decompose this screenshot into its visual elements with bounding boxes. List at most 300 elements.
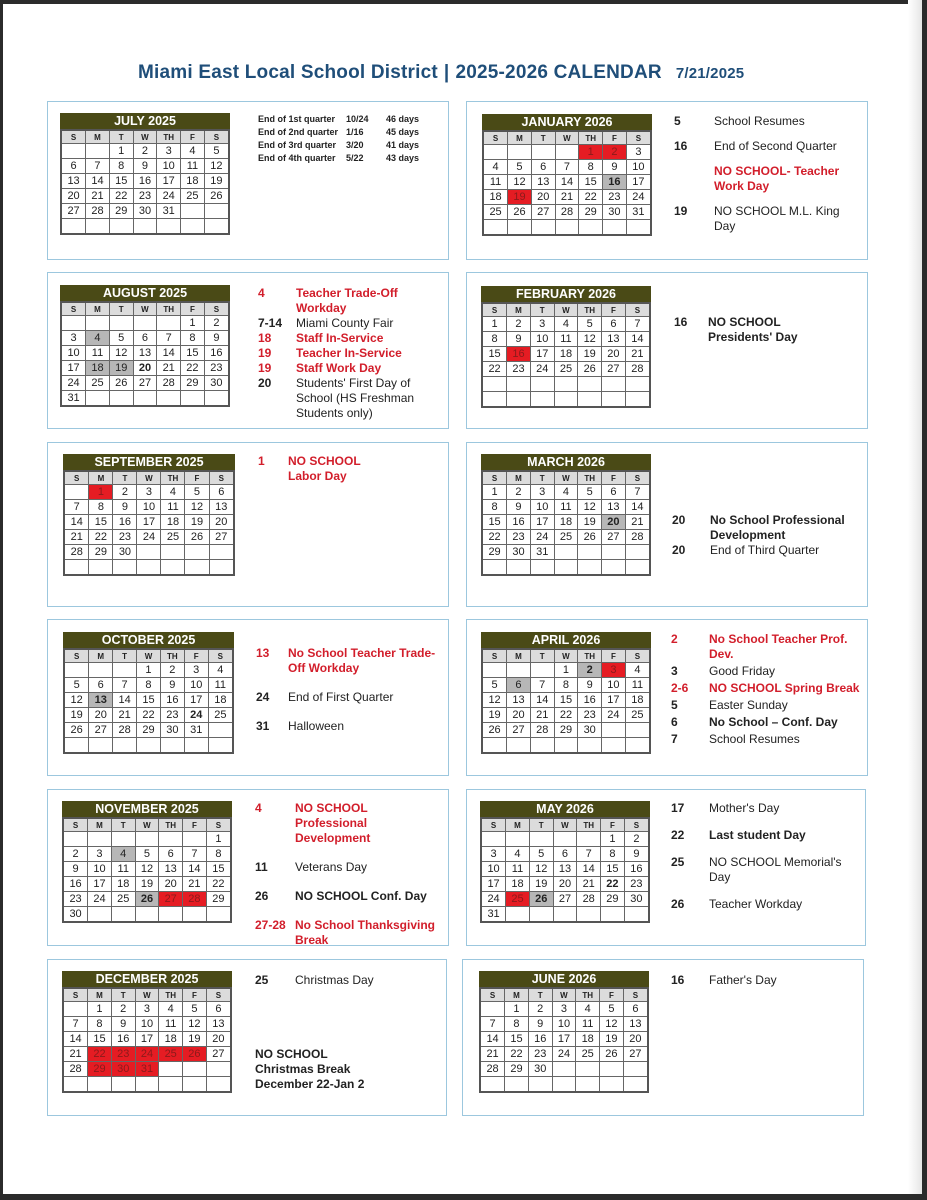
day-cell: 20 [531, 190, 555, 205]
empty-cell [135, 832, 159, 847]
note-text: End of Second Quarter [714, 139, 837, 153]
week-row [63, 1032, 231, 1047]
empty-cell [208, 738, 233, 754]
day-cell: 12 [64, 693, 89, 708]
note-date: 26 [671, 897, 685, 911]
day-cell: 27 [623, 1047, 648, 1062]
empty-cell [577, 832, 601, 847]
weekday-header: S [482, 649, 507, 663]
quarter-date: 1/16 [346, 127, 364, 137]
day-cell: 1 [206, 832, 231, 847]
day-cell: 2 [160, 663, 184, 678]
day-cell: 26 [109, 376, 133, 391]
day-cell: 29 [601, 892, 625, 907]
day-cell: 3 [552, 1002, 576, 1017]
week-row [483, 190, 651, 205]
day-cell: 26 [204, 189, 229, 204]
note-text: Father's Day [709, 973, 777, 987]
weekday-header: S [483, 131, 508, 145]
day-cell: 5 [135, 847, 159, 862]
day-cell: 18 [576, 1032, 600, 1047]
day-cell: 23 [624, 877, 649, 892]
calendar-note [672, 543, 862, 558]
week-row [63, 1062, 231, 1077]
day-cell: 21 [625, 347, 650, 362]
empty-cell [88, 907, 112, 923]
week-row [482, 347, 650, 362]
weekday-header: M [86, 130, 110, 144]
weekday-header: W [554, 303, 578, 317]
weekday-header: T [113, 649, 137, 663]
weekday-header: F [602, 303, 626, 317]
day-cell: 27 [61, 204, 86, 219]
day-cell: 29 [181, 376, 205, 391]
day-cell: 29 [206, 892, 231, 907]
weekday-header: TH [161, 471, 185, 485]
day-cell: 20 [89, 708, 113, 723]
day-cell: 27 [553, 892, 577, 907]
note-text: Mother's Day [709, 801, 780, 815]
day-cell: 19 [204, 174, 229, 189]
day-cell: 21 [183, 877, 207, 892]
note-text: Miami County Fair [296, 316, 394, 330]
day-cell: 2 [133, 144, 157, 159]
note-text: Last student Day [709, 828, 806, 842]
empty-cell [578, 377, 602, 392]
empty-cell [157, 391, 181, 407]
month-name: NOVEMBER 2025 [62, 801, 232, 817]
day-cell: 25 [208, 708, 233, 723]
weekday-header: W [133, 302, 157, 316]
weekday-header: F [602, 649, 626, 663]
day-cell: 1 [137, 663, 161, 678]
empty-cell [113, 663, 137, 678]
note-text: No School Professional Development [710, 513, 845, 542]
month-calendar-october-2025 [63, 632, 234, 754]
empty-cell [480, 1077, 505, 1093]
weekday-header: S [64, 471, 89, 485]
note-text: Veterans Day [295, 860, 368, 874]
week-row [63, 1047, 231, 1062]
day-cell: 18 [161, 515, 185, 530]
note-text: End of Third Quarter [710, 543, 820, 557]
day-cell: 30 [603, 205, 627, 220]
day-cell: 21 [63, 1047, 88, 1062]
day-cell: 21 [577, 877, 601, 892]
day-cell: 2 [113, 485, 137, 500]
day-cell: 15 [109, 174, 133, 189]
day-cell: 27 [159, 892, 183, 907]
note-text: School Resumes [709, 732, 800, 746]
weekday-header: M [505, 988, 529, 1002]
day-cell: 26 [600, 1047, 624, 1062]
day-cell: 22 [601, 877, 625, 892]
day-cell: 6 [206, 1002, 231, 1017]
day-cell: 17 [481, 877, 506, 892]
day-cell: 25 [111, 892, 135, 907]
day-cell: 12 [529, 862, 553, 877]
day-cell: 25 [483, 205, 508, 220]
month-name: JANUARY 2026 [482, 114, 652, 130]
day-cell: 25 [159, 1047, 183, 1062]
quarter-date: 3/20 [346, 140, 364, 150]
day-cell: 21 [555, 190, 579, 205]
empty-cell [507, 377, 531, 392]
day-cell: 5 [204, 144, 229, 159]
empty-cell [111, 1077, 135, 1093]
empty-cell [528, 1077, 552, 1093]
day-cell: 25 [161, 530, 185, 545]
notes-august-2025 [258, 286, 443, 421]
weekday-header: S [625, 303, 650, 317]
day-cell: 31 [481, 907, 506, 923]
day-cell: 24 [61, 376, 86, 391]
calendar-note [671, 973, 861, 988]
day-cell: 17 [530, 515, 554, 530]
day-cell: 10 [530, 500, 554, 515]
empty-cell [529, 832, 553, 847]
day-cell: 12 [109, 346, 133, 361]
day-cell: 7 [86, 159, 110, 174]
district-name: Miami East Local School District [138, 62, 438, 83]
day-cell: 16 [603, 175, 627, 190]
empty-cell [625, 392, 650, 408]
notes-september-2025 [258, 454, 378, 484]
weekday-header: M [507, 649, 531, 663]
empty-cell [183, 1077, 207, 1093]
weekday-header: T [530, 303, 554, 317]
note-date: 19 [258, 346, 272, 360]
month-name: AUGUST 2025 [60, 285, 230, 301]
day-cell: 2 [507, 485, 531, 500]
day-cell: 3 [530, 317, 554, 332]
empty-cell [135, 907, 159, 923]
day-cell: 8 [88, 1017, 112, 1032]
day-cell: 7 [530, 678, 554, 693]
day-cell: 5 [185, 485, 209, 500]
day-cell: 27 [531, 205, 555, 220]
note-text: NO SCHOOL Presidents' Day [708, 315, 798, 344]
month-name: JUNE 2026 [479, 971, 649, 987]
empty-cell [530, 377, 554, 392]
day-cell: 16 [111, 1032, 135, 1047]
empty-cell [159, 907, 183, 923]
day-cell: 10 [61, 346, 86, 361]
day-cell: 15 [89, 515, 113, 530]
day-cell: 9 [63, 862, 88, 877]
day-cell: 6 [623, 1002, 648, 1017]
day-cell: 28 [625, 530, 650, 545]
calendar-note [671, 732, 861, 747]
empty-cell [159, 1062, 183, 1077]
empty-cell [183, 907, 207, 923]
week-row [63, 1017, 231, 1032]
week-row [63, 892, 231, 907]
weekday-header: S [206, 818, 231, 832]
note-text: No School – Conf. Day [709, 715, 838, 729]
day-cell: 11 [506, 862, 530, 877]
weekday-header: S [626, 131, 651, 145]
empty-cell [505, 1077, 529, 1093]
day-cell: 27 [507, 723, 531, 738]
day-cell: 13 [531, 175, 555, 190]
empty-cell [554, 545, 578, 560]
day-cell: 13 [206, 1017, 231, 1032]
note-date: 4 [255, 801, 262, 815]
weekday-header: T [109, 130, 133, 144]
empty-cell [579, 220, 603, 236]
day-cell: 29 [505, 1062, 529, 1077]
weekday-header: S [480, 988, 505, 1002]
weekday-header: S [625, 649, 650, 663]
quarter-row [258, 113, 419, 126]
week-row [64, 738, 233, 754]
calendar-note [255, 860, 440, 875]
day-cell: 24 [135, 1047, 159, 1062]
day-cell: 11 [576, 1017, 600, 1032]
day-cell: 16 [133, 174, 157, 189]
empty-cell [623, 1077, 648, 1093]
day-cell: 1 [601, 832, 625, 847]
month-calendar-june-2026 [479, 971, 649, 1093]
day-cell: 11 [159, 1017, 183, 1032]
day-cell: 26 [183, 1047, 207, 1062]
month-name: DECEMBER 2025 [62, 971, 232, 987]
weekday-header: S [64, 649, 89, 663]
day-cell: 26 [529, 892, 553, 907]
day-cell: 1 [505, 1002, 529, 1017]
calendar-note [255, 801, 440, 846]
week-row [483, 145, 651, 160]
empty-cell [61, 144, 86, 159]
empty-cell [482, 560, 507, 576]
note-date: 27-28 [255, 918, 286, 932]
weekday-header: S [208, 649, 233, 663]
day-cell: 4 [159, 1002, 183, 1017]
notes-june-2026 [671, 973, 861, 988]
weekday-header: S [61, 302, 86, 316]
day-cell: 2 [111, 1002, 135, 1017]
note-text: Good Friday [709, 664, 776, 678]
note-text: Easter Sunday [709, 698, 788, 712]
day-cell: 6 [89, 678, 113, 693]
day-cell: 20 [206, 1032, 231, 1047]
week-row [483, 220, 651, 236]
day-cell: 28 [63, 1062, 88, 1077]
day-cell: 8 [554, 678, 578, 693]
week-row [480, 1017, 648, 1032]
day-cell: 27 [133, 376, 157, 391]
week-row [482, 377, 650, 392]
empty-cell [602, 545, 626, 560]
quarter-date: 10/24 [346, 114, 369, 124]
day-cell: 1 [88, 1002, 112, 1017]
month-name: FEBRUARY 2026 [481, 286, 651, 302]
note-date: 20 [672, 543, 686, 557]
weekday-header: W [135, 988, 159, 1002]
day-cell: 18 [181, 174, 205, 189]
note-text: End of First Quarter [288, 690, 394, 704]
empty-cell [206, 1062, 231, 1077]
weekday-header: S [204, 130, 229, 144]
day-cell: 5 [109, 331, 133, 346]
calendar-note [671, 801, 861, 816]
empty-cell [88, 1077, 112, 1093]
empty-cell [206, 1077, 231, 1093]
empty-cell [133, 316, 157, 331]
scan-border-bottom [0, 1194, 927, 1200]
day-cell: 13 [602, 500, 626, 515]
day-cell: 9 [507, 332, 531, 347]
day-cell: 12 [600, 1017, 624, 1032]
day-cell: 22 [482, 362, 507, 377]
day-cell: 17 [552, 1032, 576, 1047]
weekday-header: S [625, 471, 650, 485]
empty-cell [602, 723, 626, 738]
day-cell: 9 [160, 678, 184, 693]
week-row [64, 663, 233, 678]
empty-cell [602, 377, 626, 392]
day-cell: 26 [482, 723, 507, 738]
note-text: NO SCHOOL Conf. Day [295, 889, 427, 903]
week-row [482, 708, 650, 723]
day-cell: 23 [528, 1047, 552, 1062]
day-cell: 23 [111, 1047, 135, 1062]
day-cell: 20 [553, 877, 577, 892]
weekday-header: M [508, 131, 532, 145]
day-cell: 3 [61, 331, 86, 346]
day-cell: 10 [552, 1017, 576, 1032]
weekday-header: TH [578, 649, 602, 663]
empty-cell [209, 545, 234, 560]
day-cell: 19 [64, 708, 89, 723]
day-cell: 13 [507, 693, 531, 708]
month-calendar-july-2025 [60, 113, 230, 235]
weekday-header: W [135, 818, 159, 832]
day-cell: 12 [578, 332, 602, 347]
week-row [482, 738, 650, 754]
month-name: JULY 2025 [60, 113, 230, 129]
calendar-note [671, 681, 861, 696]
day-cell: 29 [88, 1062, 112, 1077]
day-cell: 15 [482, 515, 507, 530]
weekday-header: TH [160, 649, 184, 663]
empty-cell [482, 377, 507, 392]
day-cell: 15 [181, 346, 205, 361]
day-cell: 28 [64, 545, 89, 560]
day-cell: 10 [137, 500, 161, 515]
week-row [480, 1002, 648, 1017]
note-text: Staff In-Service [296, 331, 384, 345]
week-row [61, 174, 229, 189]
week-row [64, 693, 233, 708]
day-cell: 5 [482, 678, 507, 693]
note-text: No School Thanksgiving Break [295, 918, 436, 947]
empty-cell [64, 663, 89, 678]
day-cell: 7 [63, 1017, 88, 1032]
day-cell: 18 [554, 515, 578, 530]
empty-cell [157, 316, 181, 331]
empty-cell [89, 738, 113, 754]
empty-cell [531, 220, 555, 236]
empty-cell [209, 560, 234, 576]
day-cell: 28 [157, 376, 181, 391]
day-cell: 28 [555, 205, 579, 220]
empty-cell [578, 545, 602, 560]
day-cell: 23 [507, 530, 531, 545]
calendar-note [258, 454, 378, 484]
empty-cell [625, 560, 650, 576]
week-row [482, 392, 650, 408]
empty-cell [133, 219, 157, 235]
empty-cell [552, 1062, 576, 1077]
day-cell: 24 [530, 362, 554, 377]
day-cell: 8 [206, 847, 231, 862]
day-cell: 2 [578, 663, 602, 678]
day-cell: 8 [601, 847, 625, 862]
empty-cell [483, 220, 508, 236]
notes-december-2025 [255, 973, 440, 988]
empty-cell [529, 907, 553, 923]
weekday-header: T [111, 818, 135, 832]
note-date: 18 [258, 331, 272, 345]
weekday-header: F [183, 818, 207, 832]
week-row [63, 832, 231, 847]
day-cell: 25 [576, 1047, 600, 1062]
week-row [482, 515, 650, 530]
weekday-header: S [209, 471, 234, 485]
note-text: School Resumes [714, 114, 805, 128]
day-cell: 22 [181, 361, 205, 376]
day-cell: 19 [600, 1032, 624, 1047]
calendar-note [256, 690, 441, 705]
day-cell: 7 [625, 317, 650, 332]
calendar-note [258, 316, 443, 331]
empty-cell [578, 560, 602, 576]
day-cell: 24 [552, 1047, 576, 1062]
empty-cell [625, 738, 650, 754]
weekday-header: F [185, 471, 209, 485]
day-cell: 9 [113, 500, 137, 515]
day-cell: 23 [113, 530, 137, 545]
weekday-header: M [89, 471, 113, 485]
quarter-date: 5/22 [346, 153, 364, 163]
empty-cell [508, 145, 532, 160]
empty-cell [554, 738, 578, 754]
weekday-header: M [506, 818, 530, 832]
day-cell: 24 [481, 892, 506, 907]
revision-date: 7/21/2025 [675, 65, 745, 82]
empty-cell [86, 391, 110, 407]
day-cell: 10 [157, 159, 181, 174]
calendar-note [671, 715, 861, 730]
weekday-header: W [553, 818, 577, 832]
day-cell: 23 [133, 189, 157, 204]
weekday-header: M [507, 303, 531, 317]
weekday-header: TH [578, 303, 602, 317]
day-cell: 14 [625, 500, 650, 515]
week-row [64, 560, 234, 576]
calendar-note [256, 646, 441, 676]
empty-cell [64, 560, 89, 576]
empty-cell [530, 560, 554, 576]
calendar-note [258, 286, 443, 316]
note-date: 13 [256, 646, 270, 660]
day-cell: 25 [86, 376, 110, 391]
day-cell: 23 [603, 190, 627, 205]
day-cell: 12 [183, 1017, 207, 1032]
day-cell: 17 [184, 693, 208, 708]
